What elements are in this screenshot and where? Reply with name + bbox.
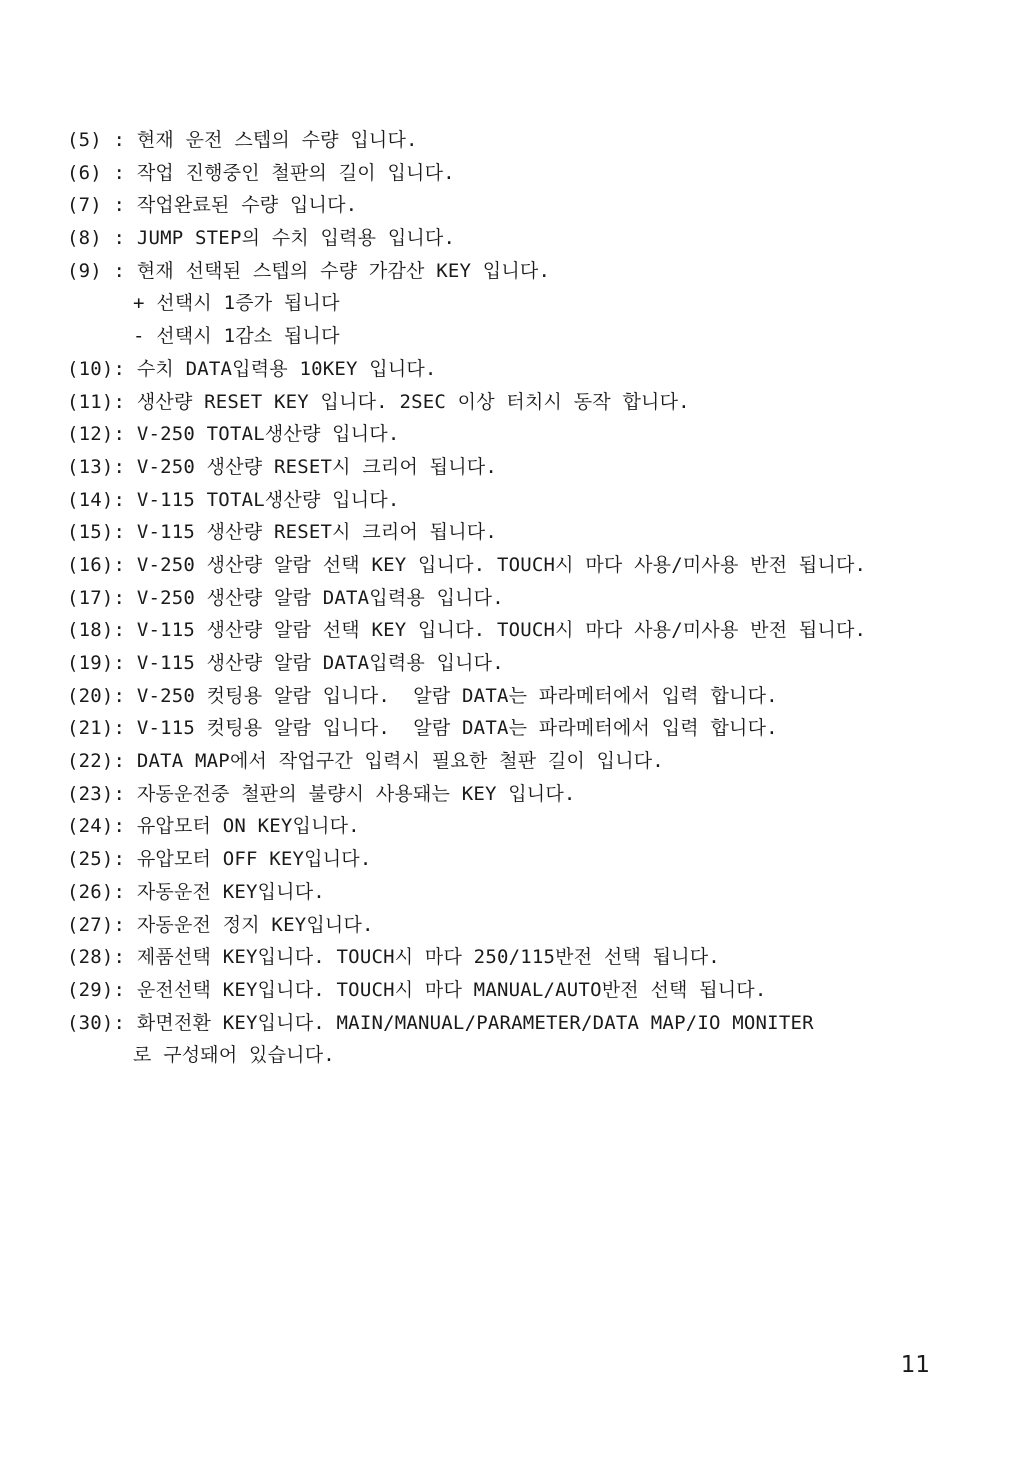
list-item: (25): 유압모터 OFF KEY입니다.	[67, 848, 372, 871]
list-item: (27): 자동운전 정지 KEY입니다.	[67, 913, 374, 936]
list-item: (21): V-115 컷팅용 알람 입니다. 알람 DATA는 파라메터에서 입력 합니다.	[67, 717, 778, 740]
list-item: (10): 수치 DATA입력용 10KEY 입니다.	[67, 357, 437, 380]
list-item: (22): DATA MAP에서 작업구간 입력시 필요한 철판 길이 입니다.	[67, 750, 664, 773]
list-item: (15): V-115 생산량 RESET시 크리어 됩니다.	[67, 521, 497, 544]
list-item: (5) : 현재 운전 스텝의 수량 입니다.	[67, 129, 418, 151]
list-item: (20): V-250 컷팅용 알람 입니다. 알람 DATA는 파라메터에서 입력 합니다.	[67, 684, 778, 707]
list-item: (26): 자동운전 KEY입니다.	[67, 880, 325, 903]
list-item: (23): 자동운전중 철판의 불량시 사용돼는 KEY 입니다.	[67, 782, 576, 805]
list-item: (29): 운전선택 KEY입니다. TOUCH시 마다 MANUAL/AUTO반전 선택 됩니다.	[67, 978, 767, 1001]
list-item: (19): V-115 생산량 알람 DATA입력용 입니다.	[67, 652, 504, 674]
list-item: (30): 화면전환 KEY입니다. MAIN/MANUAL/PARAMETER/DATA MAP/IO MONITER	[67, 1011, 814, 1034]
list-item: (17): V-250 생산량 알람 DATA입력용 입니다.	[67, 586, 504, 609]
list-item: (11): 생산량 RESET KEY 입니다. 2SEC 이상 터치시 동작 합니다.	[67, 390, 690, 413]
description-list	[67, 124, 967, 1072]
list-item: (16): V-250 생산량 알람 선택 KEY 입니다. TOUCH시 마다 사용/미사용 반전 됩니다.	[67, 553, 867, 576]
list-item: (18): V-115 생산량 알람 선택 KEY 입니다. TOUCH시 마다 사용/미사용 반전 됩니다.	[67, 619, 867, 642]
list-item: (12): V-250 TOTAL생산량 입니다.	[67, 423, 400, 446]
list-item: (24): 유압모터 ON KEY입니다.	[67, 815, 360, 838]
list-item: (9) : 현재 선택된 스텝의 수량 가감산 KEY 입니다.	[67, 259, 551, 282]
page-number: 11	[900, 1352, 930, 1378]
list-item: (6) : 작업 진행중인 철판의 길이 입니다.	[67, 161, 455, 184]
list-item: (8) : JUMP STEP의 수치 입력용 입니다.	[67, 227, 456, 250]
list-item-continuation: - 선택시 1감소 됩니다	[133, 325, 340, 348]
list-item: (7) : 작업완료된 수량 입니다.	[67, 194, 358, 217]
list-item: (28): 제품선택 KEY입니다. TOUCH시 마다 250/115반전 선택 됩니다.	[67, 946, 720, 969]
list-item: (13): V-250 생산량 RESET시 크리어 됩니다.	[67, 455, 497, 478]
list-item-continuation: 로 구성돼어 있습니다.	[133, 1044, 335, 1067]
list-item: (14): V-115 TOTAL생산량 입니다.	[67, 488, 400, 511]
list-item-continuation: + 선택시 1증가 됩니다	[133, 292, 340, 315]
